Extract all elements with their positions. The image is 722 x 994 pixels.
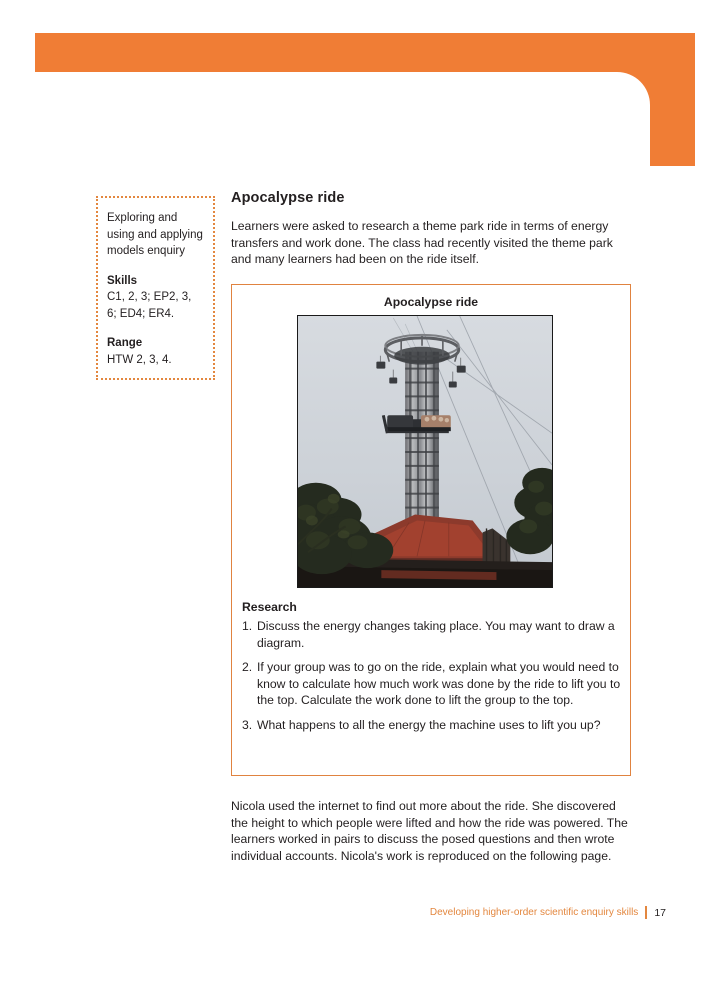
main-content-column — [231, 190, 631, 268]
list-item-number: 2. — [242, 660, 253, 674]
page-title: Apocalypse ride — [231, 190, 345, 206]
research-heading: Research — [242, 600, 297, 614]
range-heading: Range — [107, 337, 143, 349]
list-item-text: If your group was to go on the ride, explain what you would need to know to calculate how much work was done by the ride to lift you to the top. Calculate the work done to lift the group to the top. — [257, 660, 621, 707]
figure-caption: Apocalypse ride — [383, 295, 479, 309]
list-item — [240, 659, 622, 709]
skills-heading: Skills — [107, 274, 138, 287]
enquiry-metadata-box — [96, 196, 215, 380]
list-item — [240, 717, 622, 734]
page-number: 17 — [654, 906, 666, 919]
skills-value: C1, 2, 3; EP2, 3, 6; ED4; ER4. — [107, 291, 192, 320]
intro-paragraph: Learners were asked to research a theme park ride in terms of energy transfers and work done. The class had recently visited the theme park and many learners had been on the ride itself. — [231, 219, 613, 266]
page-footer — [430, 906, 666, 919]
closing-paragraph: Nicola used the internet to find out more about the ride. She discovered the height to which people were lifted and how the ride was powered. The learners worked in pairs to discuss the posed questions and then wrote individual accounts. Nicola's work is reproduced on the following page. — [231, 799, 628, 863]
research-block — [240, 600, 622, 741]
list-item-number: 3. — [242, 717, 253, 732]
footer-separator — [645, 906, 647, 919]
list-item-text: What happens to all the energy the machine uses to lift you up? — [257, 717, 601, 732]
footer-text: Developing higher-order scientific enquiry skills — [429, 907, 639, 918]
enquiry-type-text: Exploring and using and applying models enquiry — [107, 212, 203, 257]
list-item-number: 1. — [242, 619, 253, 633]
research-question-list — [240, 618, 622, 733]
range-value: HTW 2, 3, 4. — [107, 353, 172, 366]
list-item-text: Discuss the energy changes taking place. You may want to draw a diagram. — [257, 619, 615, 650]
figure-box — [231, 284, 631, 776]
decorative-orange-banner — [0, 0, 722, 200]
list-item — [240, 618, 622, 651]
apocalypse-ride-photo — [297, 315, 553, 588]
